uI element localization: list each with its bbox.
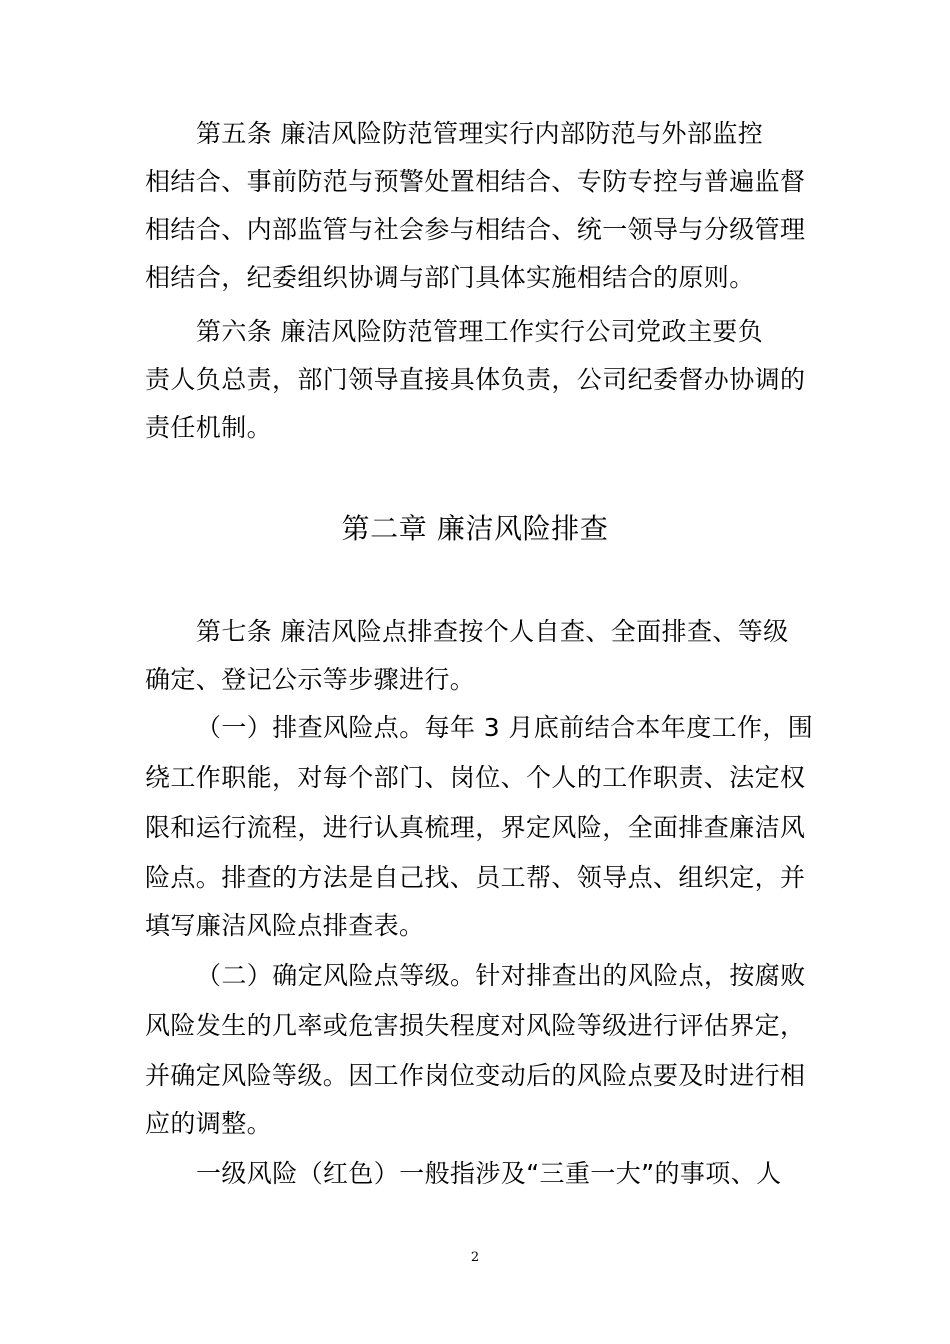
article-6-line-2: 责人负总责，部门领导直接具体负责，公司纪委督办协调的 <box>145 365 806 394</box>
item-2-line-4: 应的调整。 <box>145 1109 273 1138</box>
article-6-line-1: 第六条 廉洁风险防范管理工作实行公司党政主要负 <box>196 317 764 346</box>
article-5-line-1: 第五条 廉洁风险防范管理实行内部防范与外部监控 <box>196 119 764 148</box>
item-1-line-3: 限和运行流程，进行认真梳理，界定风险，全面排查廉洁风 <box>145 813 806 842</box>
article-6-line-3: 责任机制。 <box>145 413 273 442</box>
article-5-line-2: 相结合、事前防范与预警处置相结合、专防专控与普遍监督 <box>145 167 806 196</box>
item-1-line-1: （一）排查风险点。每年 3 月底前结合本年度工作，围 <box>196 713 814 742</box>
article-5-line-3: 相结合、内部监管与社会参与相结合、统一领导与分级管理 <box>145 215 806 244</box>
page-number: 2 <box>470 1250 480 1265</box>
item-2-line-2: 风险发生的几率或危害损失程度对风险等级进行评估界定， <box>145 1011 806 1040</box>
item-1-line-2: 绕工作职能，对每个部门、岗位、个人的工作职责、法定权 <box>145 763 806 792</box>
article-5-line-4: 相结合，纪委组织协调与部门具体实施相结合的原则。 <box>145 263 755 292</box>
article-7-line-1: 第七条 廉洁风险点排查按个人自查、全面排查、等级 <box>196 617 789 646</box>
chapter-heading: 第二章 廉洁风险排查 <box>341 512 609 545</box>
article-7-line-2: 确定、登记公示等步骤进行。 <box>145 665 476 694</box>
level-1-risk-line-1: 一级风险（红色）一般指涉及“三重一大”的事项、人 <box>196 1159 782 1188</box>
item-1-line-4: 险点。排查的方法是自己找、员工帮、领导点、组织定，并 <box>145 863 806 892</box>
item-2-line-1: （二）确定风险点等级。针对排查出的风险点，按腐败 <box>196 961 806 990</box>
item-2-line-3: 并确定风险等级。因工作岗位变动后的风险点要及时进行相 <box>145 1061 806 1090</box>
item-1-line-5: 填写廉洁风险点排查表。 <box>145 911 425 940</box>
